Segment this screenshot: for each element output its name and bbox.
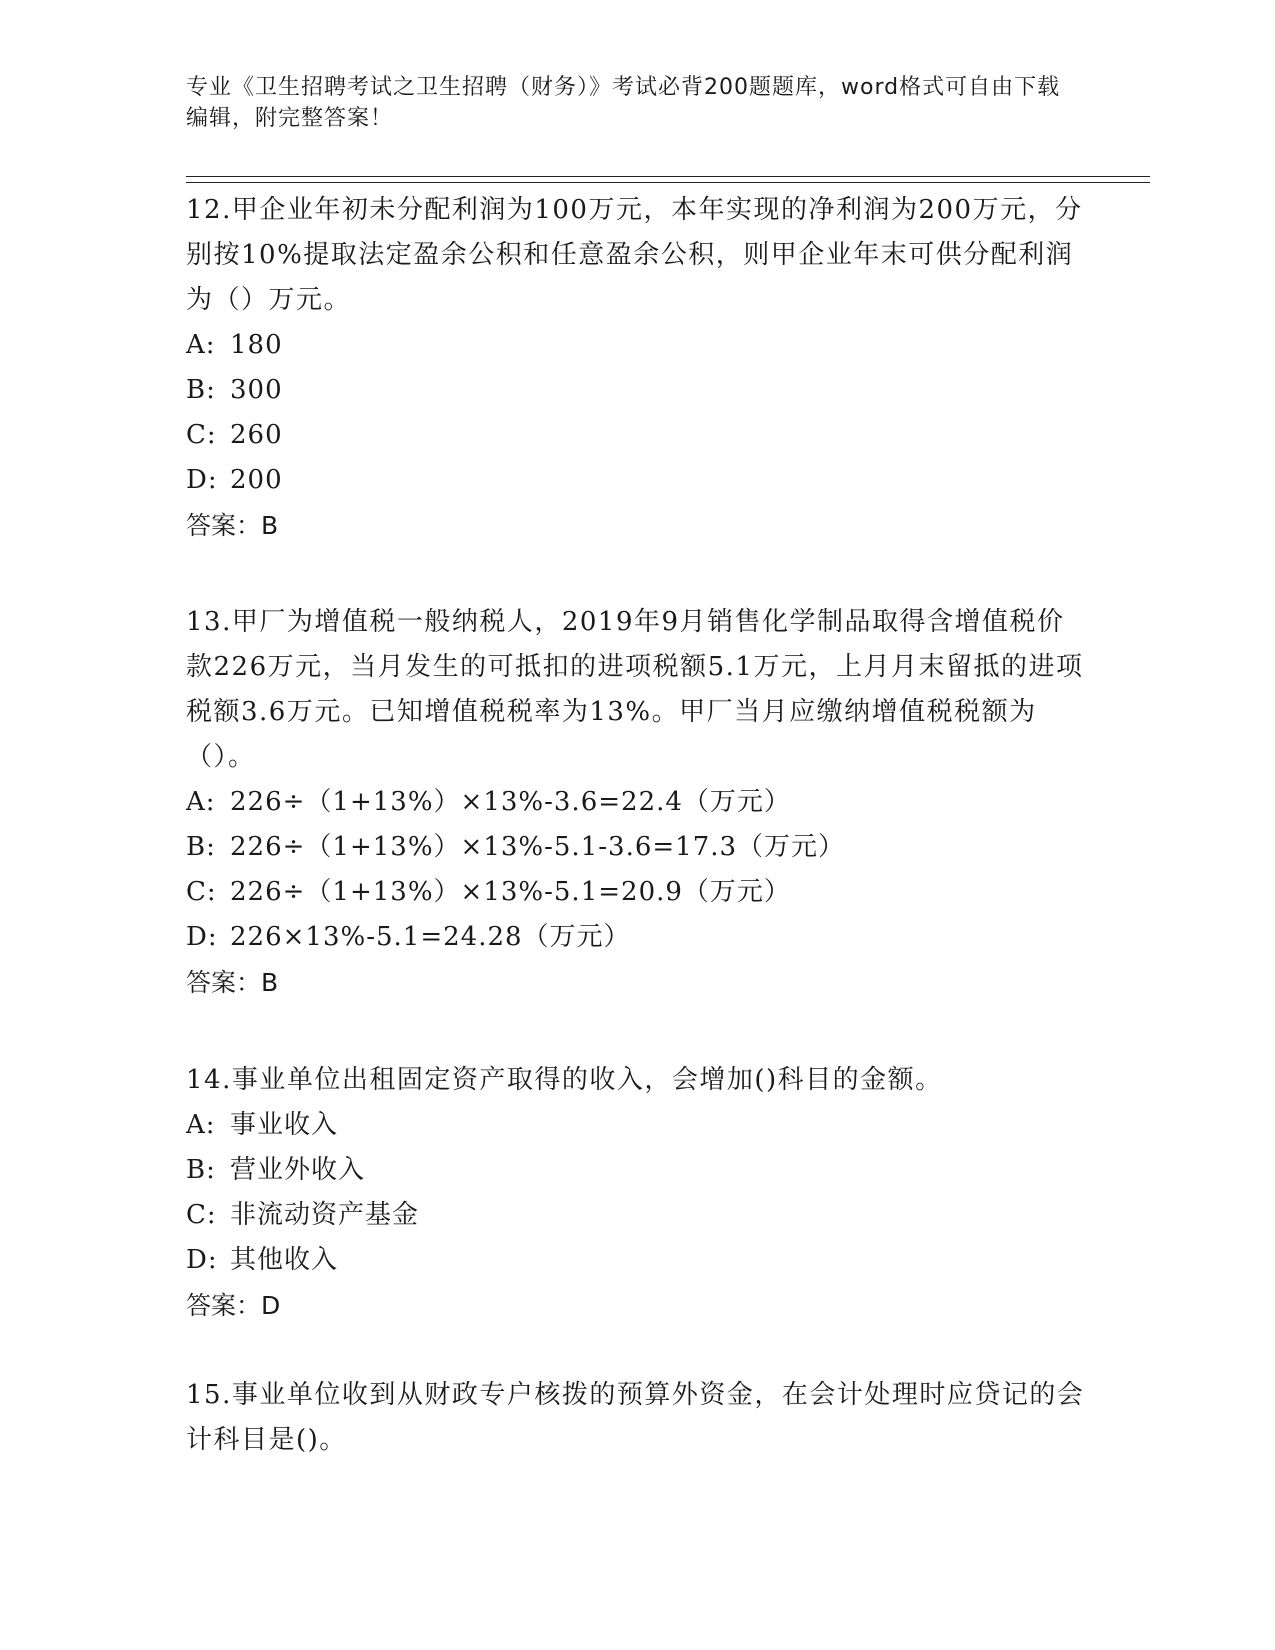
answer: 答案：B — [186, 511, 279, 540]
option-text: 260 — [230, 420, 283, 450]
option-text: 营业外收入 — [230, 1155, 366, 1185]
option-letter: D: — [186, 922, 218, 952]
option-text: 226÷（1+13%）×13%-5.1=20.9（万元） — [230, 877, 791, 907]
option-d — [186, 1238, 1086, 1283]
option-c — [186, 1193, 1086, 1238]
option-text: 非流动资产基金 — [230, 1200, 420, 1230]
option-letter: C: — [186, 877, 217, 907]
option-d — [186, 458, 1086, 503]
option-c — [186, 870, 1086, 915]
option-text: 226×13%-5.1=24.28（万元） — [230, 922, 631, 952]
option-text: 300 — [230, 375, 283, 405]
question-stem: 15.事业单位收到从财政专户核拨的预算外资金，在会计处理时应贷记的会计科目是()。 — [186, 1380, 1085, 1455]
option-text: 200 — [230, 465, 283, 495]
option-a — [186, 780, 1086, 825]
option-letter: A: — [186, 787, 216, 817]
question-stem: 13.甲厂为增值税一般纳税人，2019年9月销售化学制品取得含增值税价款226万元，当月发生的可抵扣的进项税额5.1万元，上月月末留抵的进项税额3.6万元。已知增值税税率为13%。甲厂当月应缴纳增值税税额为（）。 — [186, 607, 1084, 772]
option-letter: A: — [186, 1110, 216, 1140]
question-12 — [186, 188, 1086, 548]
option-text: 事业收入 — [230, 1110, 339, 1140]
option-text: 180 — [230, 330, 283, 360]
question-15 — [186, 1373, 1086, 1463]
option-text: 226÷（1+13%）×13%-5.1-3.6=17.3（万元） — [230, 832, 846, 862]
option-letter: B: — [186, 832, 216, 862]
header-divider — [186, 176, 1150, 177]
question-13 — [186, 600, 1086, 1005]
document-header: 专业《卫生招聘考试之卫生招聘（财务）》考试必背200题题库，word格式可自由下载编辑，附完整答案！ — [186, 75, 1061, 131]
option-letter: B: — [186, 375, 216, 405]
option-a — [186, 323, 1086, 368]
question-14 — [186, 1058, 1086, 1328]
header-divider — [186, 182, 1150, 183]
option-b — [186, 1148, 1086, 1193]
question-stem: 12.甲企业年初未分配利润为100万元，本年实现的净利润为200万元，分别按10%提取法定盈余公积和任意盈余公积，则甲企业年末可供分配利润为（）万元。 — [186, 195, 1083, 315]
option-b — [186, 825, 1086, 870]
answer: 答案：B — [186, 968, 279, 997]
option-letter: C: — [186, 1200, 217, 1230]
option-text: 226÷（1+13%）×13%-3.6=22.4（万元） — [230, 787, 791, 817]
option-c — [186, 413, 1086, 458]
option-letter: A: — [186, 330, 216, 360]
question-stem: 14.事业单位出租固定资产取得的收入，会增加()科目的金额。 — [186, 1065, 943, 1095]
option-letter: B: — [186, 1155, 216, 1185]
answer: 答案：D — [186, 1291, 281, 1320]
option-b — [186, 368, 1086, 413]
option-letter: D: — [186, 1245, 218, 1275]
option-a — [186, 1103, 1086, 1148]
option-d — [186, 915, 1086, 960]
option-letter: C: — [186, 420, 217, 450]
option-text: 其他收入 — [230, 1245, 339, 1275]
option-letter: D: — [186, 465, 218, 495]
